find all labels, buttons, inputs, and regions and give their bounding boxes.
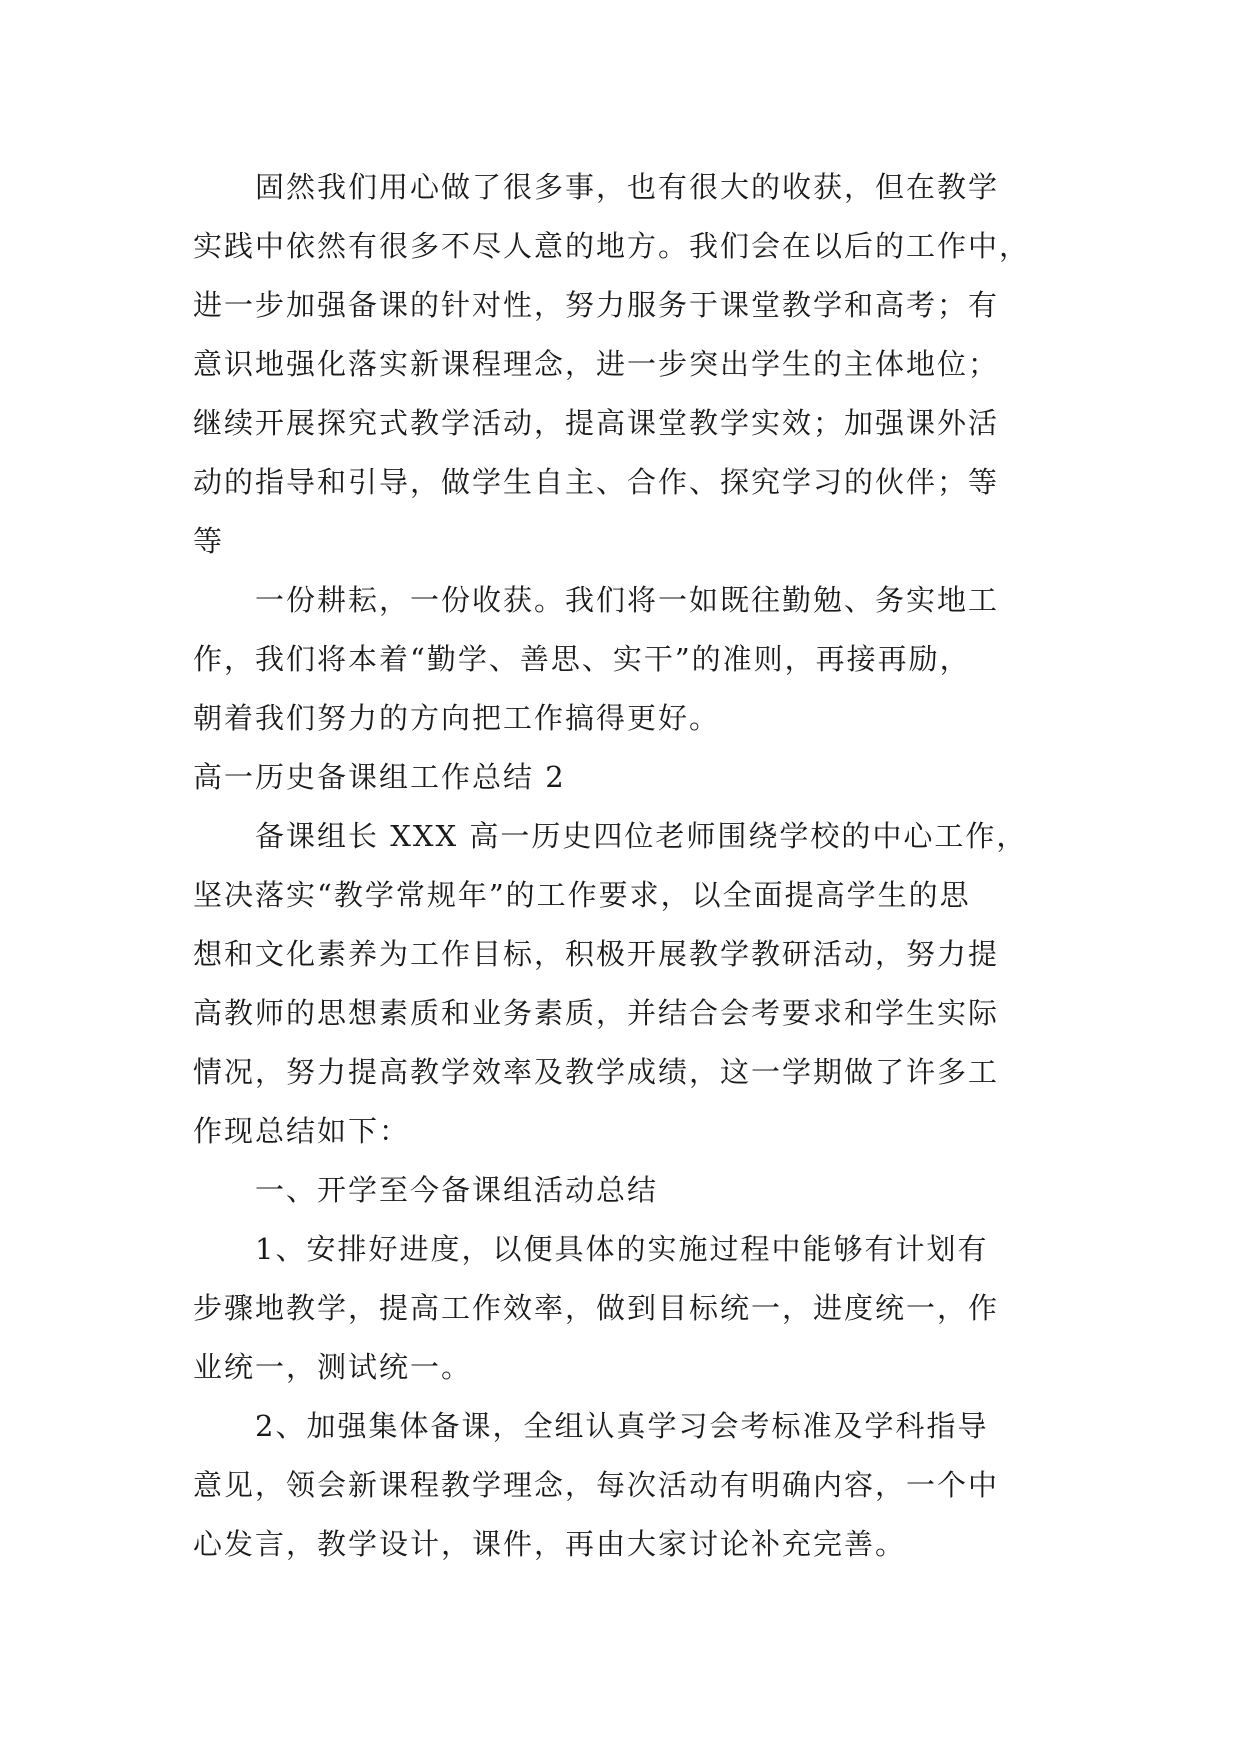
text-line: 意见，领会新课程教学理念，每次活动有明确内容，一个中 — [193, 1468, 1000, 1502]
text-line: 步骤地教学，提高工作效率，做到目标统一，进度统一，作 — [193, 1291, 1000, 1325]
text-line: 想和文化素养为工作目标，积极开展教学教研活动，努力提 — [193, 937, 1000, 971]
text-line: 实践中依然有很多不尽人意的地方。我们会在以后的工作中， — [193, 229, 1031, 263]
text-line: 1、安排好进度，以便具体的实施过程中能够有计划有 — [255, 1232, 989, 1266]
heading-part-one — [193, 1161, 1073, 1220]
paragraph-closing — [193, 571, 1073, 748]
text-line: 等 — [193, 524, 225, 558]
text-line: 坚决落实“教学常规年”的工作要求，以全面提高学生的思 — [193, 878, 971, 912]
text-line: 继续开展探究式教学活动，提高课堂教学实效；加强课外活 — [193, 406, 1000, 440]
item-2 — [193, 1397, 1073, 1574]
text-line: 备课组长 XXX 高一历史四位老师围绕学校的中心工作， — [255, 819, 1028, 853]
text-line: 进一步加强备课的针对性，努力服务于课堂教学和高考；有 — [193, 288, 1000, 322]
paragraph-intro — [193, 807, 1073, 1161]
text-line: 业统一，测试统一。 — [193, 1350, 473, 1384]
text-line: 情况，努力提高教学效率及教学成绩，这一学期做了许多工 — [193, 1055, 1000, 1089]
text-line: 一份耕耘，一份收获。我们将一如既往勤勉、务实地工 — [255, 583, 1000, 617]
section-title — [193, 748, 1073, 807]
text-line: 高教师的思想素质和业务素质，并结合会考要求和学生实际 — [193, 996, 1000, 1030]
section-title-text: 高一历史备课组工作总结 2 — [193, 760, 566, 794]
paragraph-reflection — [193, 158, 1073, 571]
text-line: 心发言，教学设计，课件，再由大家讨论补充完善。 — [193, 1527, 907, 1561]
text-line: 固然我们用心做了很多事，也有很大的收获，但在教学 — [255, 170, 1000, 204]
text-line: 朝着我们努力的方向把工作搞得更好。 — [193, 701, 721, 735]
text-line: 动的指导和引导，做学生自主、合作、探究学习的伙伴；等 — [193, 465, 1000, 499]
text-line: 作，我们将本着“勤学、善思、实干”的准则，再接再励， — [193, 642, 971, 676]
heading-text: 一、开学至今备课组活动总结 — [255, 1173, 659, 1207]
text-line: 作现总结如下： — [193, 1114, 411, 1148]
document-body — [193, 158, 1073, 1574]
item-1 — [193, 1220, 1073, 1397]
text-line: 2、加强集体备课，全组认真学习会考标准及学科指导 — [255, 1409, 989, 1443]
text-line: 意识地强化落实新课程理念，进一步突出学生的主体地位； — [193, 347, 1000, 381]
